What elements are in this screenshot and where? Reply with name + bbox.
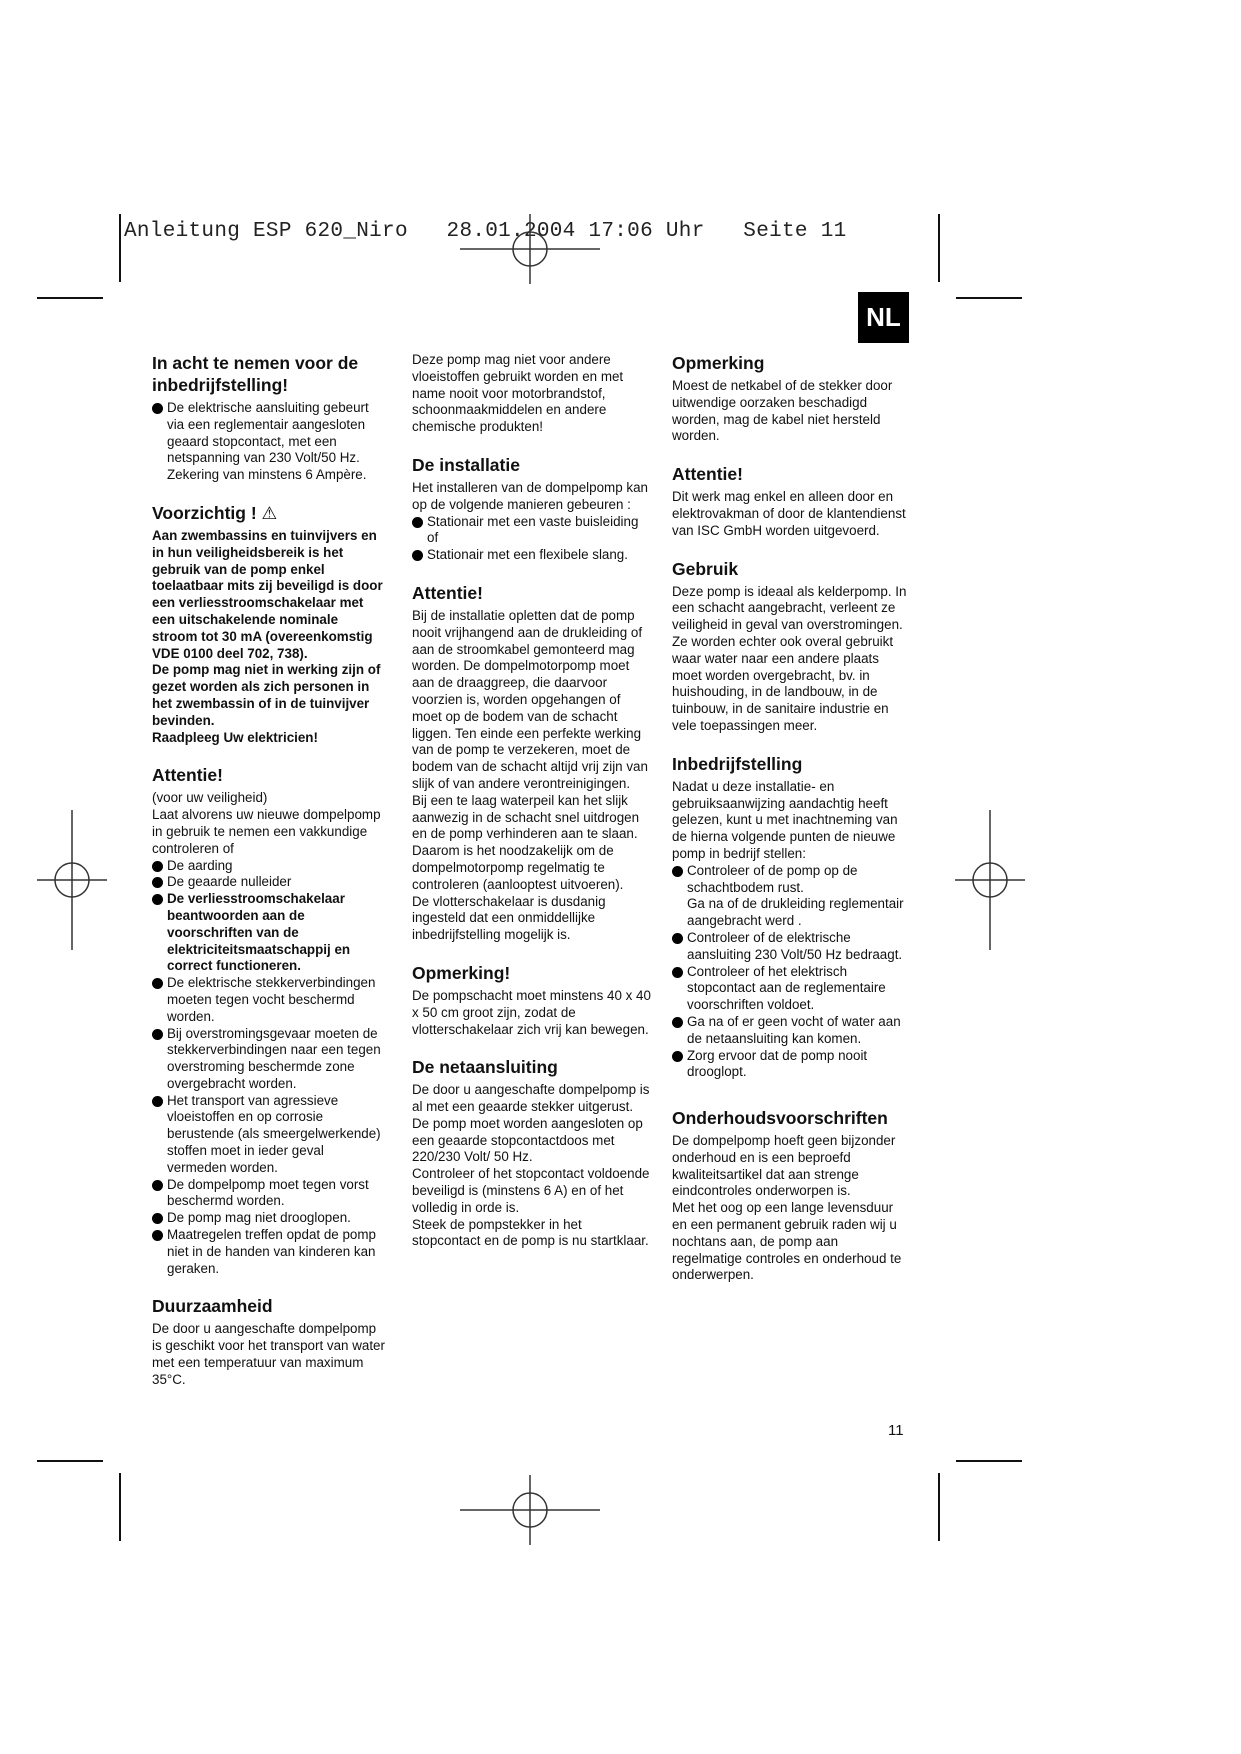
column-3 xyxy=(672,352,908,1284)
paragraph: Met het oog op een lange levensduur en een permanent gebruik raden wij u nochtans aan, de pomp aan regelmatige controles en onderhoud te onderwerpen. xyxy=(672,1200,902,1283)
registration-mark-bottom xyxy=(460,1475,600,1545)
list-item: Controleer of de elektrische aansluiting 230 Volt/50 Hz bedraagt. xyxy=(672,930,908,964)
list-item-continuation: Ga na of de drukleiding reglementair aangebracht werd . xyxy=(687,896,904,929)
registration-mark-top xyxy=(460,214,600,284)
section-title: Gebruik xyxy=(672,558,739,579)
list-item: Bij overstromingsgevaar moeten de stekkerverbindingen naar een tegen overstroming beschermde zone overgebracht worden. xyxy=(152,1026,386,1093)
paragraph: Bij een te laag waterpeil kan het slijk aanwezig in de schacht snel uitdrogen en de pomp verhinderen aan te slaan. Daarom is het noodzakelijk om de dompelmotorpomp regelmatig te controleren (aanlooptest uitvoeren). xyxy=(412,792,640,892)
bullet-list xyxy=(672,863,908,1081)
section-title: Inbedrijfstelling xyxy=(672,753,803,774)
section-title: Attentie! xyxy=(672,464,743,485)
paragraph: Deze pomp mag niet voor andere vloeistoffen gebruikt worden en met name nooit voor motorbrandstof, schoonmaakmiddelen en andere chemische produkten! xyxy=(412,352,624,435)
warning-paragraph: Raadpleeg Uw elektricien! xyxy=(152,729,318,745)
section-title: In acht te nemen voor de inbedrijfstelling! xyxy=(152,353,359,395)
paragraph: Controleer of het stopcontact voldoende beveiligd is (minstens 6 A) en of het volledig in orde is. xyxy=(412,1166,650,1215)
paragraph: De vlotterschakelaar is dusdanig ingesteld dat een onmiddellijke inbedrijfstelling mogelijk is. xyxy=(412,893,606,943)
section-title: Onderhoudsvoorschriften xyxy=(672,1108,888,1129)
list-item: De verliesstroomschakelaar beantwoorden aan de voorschriften van de elektriciteitsmaatschappij en correct functioneren. xyxy=(152,891,386,975)
paragraph: De door u aangeschafte dompelpomp is al met een geaarde stekker uitgerust. De pomp moet worden aangesloten op een geaarde stopcontactdoos met 220/230 Volt/ 50 Hz. xyxy=(412,1082,650,1165)
paragraph: Steek de pompstekker in het stopcontact en de pomp is nu startklaar. xyxy=(412,1216,649,1249)
warning-paragraph: Aan zwembassins en tuinvijvers en in hun veiligheidsbereik is het gebruik van de pomp enkel toelaatbaar mits zij beveiligd is door een verliesstroomschakelaar met een uitschakelende nominale stroom tot 30 mA (overeenkomstig VDE 0100 deel 702, 738). xyxy=(152,527,383,661)
bullet-list xyxy=(152,400,386,484)
column-1 xyxy=(152,352,386,1389)
section-title: Duurzaamheid xyxy=(152,1296,273,1317)
warning-paragraph: De pomp mag niet in werking zijn of gezet worden als zich personen in het zwembassin of in de tuinvijver bevinden. xyxy=(152,662,381,728)
language-badge: NL xyxy=(858,292,909,343)
paragraph: Dit werk mag enkel en alleen door en elektrovakman of door de klantendienst van ISC GmbH worden uitgevoerd. xyxy=(672,489,906,538)
section-title: De installatie xyxy=(412,454,520,475)
registration-mark-right xyxy=(955,810,1025,950)
crop-mark-bottom-left-horizontal xyxy=(37,1460,103,1462)
list-item: Stationair met een flexibele slang. xyxy=(412,547,652,564)
section-title: Attentie! xyxy=(412,582,483,603)
list-item: De pomp mag niet drooglopen. xyxy=(152,1210,386,1227)
list-item-text: Controleer of de pomp op de schachtbodem rust. xyxy=(687,862,858,895)
list-item: Maatregelen treffen opdat de pomp niet in de handen van kinderen kan geraken. xyxy=(152,1227,386,1277)
section-title: Opmerking xyxy=(672,353,765,373)
section-title-warning: Voorzichtig ! ⚠ xyxy=(152,502,278,523)
crop-mark-bottom-right-horizontal xyxy=(956,1460,1022,1462)
paragraph: Ze worden echter ook overal gebruikt waar water naar een andere plaats moet worden overgebracht, bv. in huishouding, in de landbouw, in de tuinbouw, in de sanitaire industrie en vele toepassingen meer. xyxy=(672,633,894,733)
paragraph: Bij de installatie opletten dat de pomp nooit vrijhangend aan de drukleiding of aan de stroomkabel gemonteerd mag worden. De dompelmotorpomp moet aan de draaggreep, die daarvoor voorzien is, worden opgehangen of moet op de bodem van de schacht liggen. Ten einde een perfekte werking van de pomp te verzekeren, moet de bodem van de schacht altijd vrij zijn van slijk of van andere verontreinigingen. xyxy=(412,607,648,791)
section-title: De netaansluiting xyxy=(412,1057,558,1078)
list-item: De dompelpomp moet tegen vorst beschermd worden. xyxy=(152,1177,386,1211)
list-item: Ga na of er geen vocht of water aan de netaansluiting kan komen. xyxy=(672,1014,908,1048)
column-2 xyxy=(412,352,652,1250)
list-item xyxy=(672,863,908,930)
list-item: De aarding xyxy=(152,858,386,875)
crop-mark-top-left-vertical xyxy=(119,214,121,282)
paragraph: De dompelpomp hoeft geen bijzonder onderhoud en is een beproefd kwaliteitsartikel dat aan strenge eindcontroles onderworpen is. xyxy=(672,1133,896,1199)
crop-mark-top-right-vertical xyxy=(938,214,940,282)
list-item: De geaarde nulleider xyxy=(152,874,386,891)
paragraph: Moest de netkabel of de stekker door uitwendige oorzaken beschadigd worden, mag de kabel niet hersteld worden. xyxy=(672,378,893,444)
paragraph: Het installeren van de dompelpomp kan op de volgende manieren gebeuren : xyxy=(412,479,648,512)
crop-mark-top-right-horizontal xyxy=(956,297,1022,299)
paragraph: Laat alvorens uw nieuwe dompelpomp in gebruik te nemen een vakkundige controleren of xyxy=(152,807,381,856)
paragraph: De door u aangeschafte dompelpomp is geschikt voor het transport van water met een temperatuur van maximum 35°C. xyxy=(152,1321,385,1387)
list-item: De elektrische stekkerverbindingen moeten tegen vocht beschermd worden. xyxy=(152,975,386,1025)
crop-mark-bottom-left-vertical xyxy=(119,1473,121,1541)
page-number: 11 xyxy=(888,1422,904,1439)
print-header: Anleitung ESP 620_Niro 28.01.2004 17:06 Uhr Seite 11 xyxy=(124,220,847,243)
section-subtitle: (voor uw veiligheid) xyxy=(152,790,268,806)
paragraph: De pompschacht moet minstens 40 x 40 x 50 cm groot zijn, zodat de vlotterschakelaar zich vrij kan bewegen. xyxy=(412,987,651,1037)
registration-mark-left xyxy=(37,810,107,950)
list-item: Controleer of het elektrisch stopcontact aan de reglementaire voorschriften voldoet. xyxy=(672,964,908,1014)
section-title: Opmerking! xyxy=(412,962,511,983)
bullet-list xyxy=(412,514,652,564)
crop-mark-bottom-right-vertical xyxy=(938,1473,940,1541)
paragraph: Nadat u deze installatie- en gebruiksaanwijzing aandachtig heeft gelezen, kunt u met inachtneming van de hierna volgende punten de nieuwe pomp in bedrijf stellen: xyxy=(672,778,898,861)
section-title: Attentie! xyxy=(152,765,223,786)
list-item: Zorg ervoor dat de pomp nooit drooglopt. xyxy=(672,1048,908,1082)
crop-mark-top-left-horizontal xyxy=(37,297,103,299)
list-item: De elektrische aansluiting gebeurt via een reglementair aangesloten geaard stopcontact, met een netspanning van 230 Volt/50 Hz. Zekering van minstens 6 Ampère. xyxy=(152,400,386,484)
bullet-list xyxy=(152,858,386,1278)
list-item: Stationair met een vaste buisleiding of xyxy=(412,514,652,548)
list-item: Het transport van agressieve vloeistoffen en op corrosie berustende (als smeergelwerkende) stoffen moet in ieder geval vermeden worden. xyxy=(152,1093,386,1177)
paragraph: Deze pomp is ideaal als kelderpomp. In een schacht aangebracht, verleent ze veiligheid in geval van overstromingen. xyxy=(672,583,907,633)
